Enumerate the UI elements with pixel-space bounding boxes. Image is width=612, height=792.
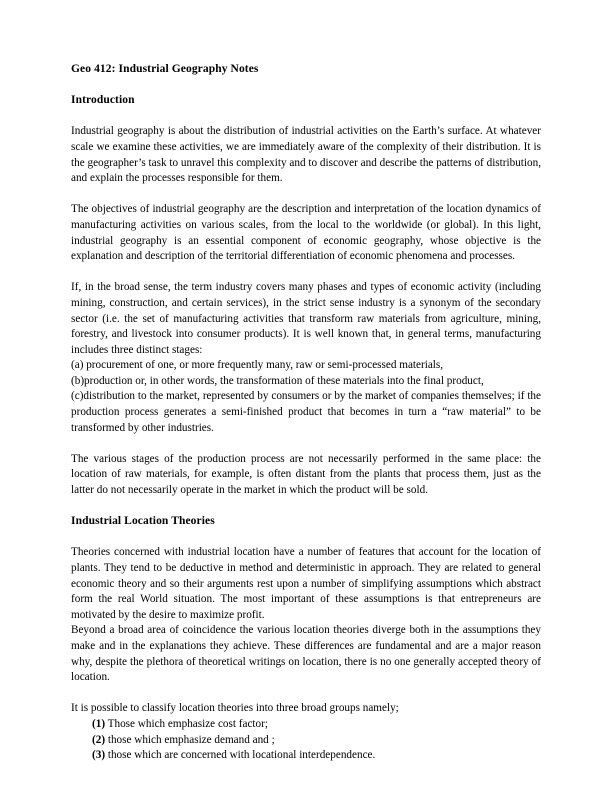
list-item-marker: (2)	[92, 733, 106, 746]
paragraph-intro-4: The various stages of the production process are not necessarily performed in the same place: the location of raw materials, for example, is often distant from the plants that process them, just as the latter do not necessarily operate in the market in which the product will be sold.	[71, 452, 541, 497]
list-item	[71, 733, 541, 749]
theory-groups-list	[71, 717, 541, 764]
paragraph-theories-2: Beyond a broad area of coincidence the various location theories diverge both in the assumptions they make and in the explanations they achieve. These differences are fundamental and are a major reason why, despite the plethora of theoretical writings on location, there is no one generally accepted theory of location.	[71, 624, 541, 684]
list-item	[71, 717, 541, 733]
paragraph-theories-1: Theories concerned with industrial location have a number of features that account for the location of plants. They tend to be deductive in method and deterministic in approach. They are related to general economic theory and so their arguments rest upon a number of simplifying assumptions which abstract form the real World situation. The most important of these assumptions is that entrepreneurs are motivated by the desire to maximize profit.	[71, 546, 541, 621]
list-item-marker: (1)	[92, 717, 106, 730]
list-item-marker: (3)	[92, 749, 106, 762]
section-heading-industrial-location-theories: Industrial Location Theories	[71, 515, 215, 528]
manufacturing-stage-c: (c)distribution to the market, represented by consumers or by the market of companies themselves; if the production process generates a semi-finished product that becomes in turn a “raw material” to be transformed by other industries.	[71, 390, 541, 434]
section-heading-introduction: Introduction	[71, 94, 135, 107]
list-item	[71, 748, 541, 764]
list-item-label: those which emphasize demand and ;	[107, 733, 275, 746]
list-item-label: Those which emphasize cost factor;	[107, 717, 268, 730]
list-item-label: those which are concerned with locational interdependence.	[107, 749, 376, 762]
manufacturing-stage-a: (a) procurement of one, or more frequently many, raw or semi-processed materials,	[71, 359, 444, 372]
paragraph-theories-3: It is possible to classify location theories into three broad groups namely;	[71, 702, 399, 715]
document-body	[71, 62, 541, 764]
paragraph-intro-1: Industrial geography is about the distribution of industrial activities on the Earth’s surface. At whatever scale we examine these activities, we are immediately aware of the complexity of their distribution. It is the geographer’s task to unravel this complexity and to discover and describe the patterns of distribution, and explain the processes responsible for them.	[71, 125, 541, 185]
manufacturing-stage-b: (b)production or, in other words, the transformation of these materials into the final product,	[71, 374, 484, 387]
paragraph-intro-2: The objectives of industrial geography are the description and interpretation of the location dynamics of manufacturing activities on various scales, from the local to the worldwide (or global). In this light, industrial geography is an essential component of economic geography, whose objective is the explanation and description of the territorial differentiation of economic phenomena and processes.	[71, 203, 541, 263]
paragraph-intro-3: If, in the broad sense, the term industry covers many phases and types of economic activity (including mining, construction, and certain services), in the strict sense industry is a synonym of the secondary sector (i.e. the set of manufacturing activities that transform raw materials from agriculture, mining, forestry, and livestock into consumer products). It is well known that, in general terms, manufacturing includes three distinct stages:	[71, 281, 541, 356]
page-title: Geo 412: Industrial Geography Notes	[71, 63, 259, 75]
